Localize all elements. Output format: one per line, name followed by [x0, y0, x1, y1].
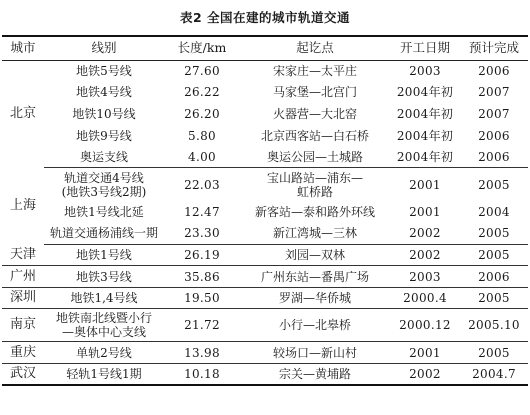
cell-line: [44, 103, 164, 125]
cell-line: [44, 146, 164, 168]
cell-start: [390, 82, 460, 104]
cell-finish-text: 2005: [478, 226, 510, 241]
cell-city: 武汉: [2, 364, 44, 386]
cell-route-text: 宝山路站—浦东—: [266, 170, 363, 185]
cell-route-text: 小行—北皋桥: [278, 318, 351, 333]
header-row: [2, 36, 528, 60]
header-route: 起讫点: [240, 36, 390, 60]
cell-finish: [460, 168, 528, 201]
table-row: [2, 146, 528, 168]
cell-route-text: 马家堡—北宫门: [272, 85, 357, 100]
cell-length-text: 26.22: [184, 85, 220, 100]
cell-finish-text: 2006: [478, 269, 510, 284]
cell-start: [390, 244, 460, 266]
cell-length-text: 5.80: [188, 128, 216, 143]
cell-finish-text: 2005.10: [468, 318, 520, 333]
cell-route-text: 较场口—新山村: [272, 345, 357, 360]
cell-route: [240, 125, 390, 147]
cell-length: [164, 146, 240, 168]
cell-route-text: 刘园—双林: [284, 247, 345, 262]
cell-length: [164, 201, 240, 223]
cell-start-text: 2003: [409, 64, 441, 79]
cell-finish: [460, 266, 528, 288]
cell-line-text: 地铁10号线: [72, 106, 136, 121]
cell-route-text: 宋家庄—太平庄: [272, 64, 357, 79]
table-body: [2, 60, 528, 385]
header-start: 开工日期: [390, 36, 460, 60]
cell-line-text: 地铁3号线: [76, 269, 132, 284]
table-row: [2, 342, 528, 364]
cell-length: [164, 287, 240, 309]
cell-line-text: 地铁4号线: [76, 85, 132, 100]
cell-route: [240, 287, 390, 309]
cell-line: [44, 342, 164, 364]
cell-start-text: 2000.12: [399, 318, 451, 333]
table-row: [2, 364, 528, 386]
table-row: [2, 223, 528, 245]
cell-finish: [460, 244, 528, 266]
cell-line: [44, 287, 164, 309]
cell-start: [390, 168, 460, 201]
cell-route-text: 火器营—大北窑: [272, 106, 357, 121]
cell-finish: [460, 146, 528, 168]
cell-finish-text: 2004: [478, 204, 510, 219]
rail-transit-table: [2, 35, 528, 386]
cell-start-text: 2003: [409, 269, 441, 284]
cell-line-text: 轻轨1号线1期: [66, 367, 142, 382]
cell-route: [240, 364, 390, 386]
cell-route: [240, 342, 390, 364]
cell-start: [390, 266, 460, 288]
cell-route: [240, 103, 390, 125]
cell-finish: [460, 309, 528, 342]
cell-line-text: 奥运支线: [79, 149, 128, 164]
cell-line: [44, 244, 164, 266]
cell-length-text: 26.19: [184, 247, 220, 262]
cell-finish: [460, 287, 528, 309]
cell-start-text: 2002: [409, 367, 441, 382]
cell-finish-text: 2006: [478, 64, 510, 79]
cell-line-text: 轨道交通4号线: [64, 170, 144, 185]
cell-length: [164, 125, 240, 147]
table-row: [2, 103, 528, 125]
header-line: 线别: [44, 36, 164, 60]
cell-start-text: 2004年初: [396, 149, 454, 164]
cell-route-text: 宗关—黄埔路: [278, 367, 351, 382]
table-row: [2, 125, 528, 147]
cell-length-text: 35.86: [184, 269, 220, 284]
cell-finish-text: 2006: [478, 149, 510, 164]
cell-finish: [460, 103, 528, 125]
cell-route: [240, 244, 390, 266]
cell-length-text: 10.18: [184, 367, 220, 382]
cell-length-text: 27.60: [184, 64, 220, 79]
cell-route: [240, 309, 390, 342]
cell-line: [44, 309, 164, 342]
cell-length: [164, 244, 240, 266]
cell-length: [164, 103, 240, 125]
cell-finish-text: 2005: [478, 247, 510, 262]
cell-route-text: 新江湾城—三林: [272, 226, 357, 241]
cell-city: 南京: [2, 309, 44, 342]
cell-finish-text: 2007: [478, 106, 510, 121]
table-row: [2, 60, 528, 82]
cell-line-text: 地铁南北线暨小行: [55, 311, 152, 326]
cell-length: [164, 82, 240, 104]
cell-route: [240, 60, 390, 82]
cell-finish: [460, 201, 528, 223]
table-row: [2, 82, 528, 104]
cell-start-text: 2001: [409, 204, 441, 219]
cell-length: [164, 266, 240, 288]
cell-route: [240, 201, 390, 223]
cell-finish-text: 2005: [478, 291, 510, 306]
cell-length: [164, 223, 240, 245]
cell-finish: [460, 223, 528, 245]
cell-city: 深圳: [2, 287, 44, 309]
cell-start-text: 2004年初: [396, 128, 454, 143]
cell-line-text: 单轨2号线: [76, 345, 132, 360]
cell-route: [240, 146, 390, 168]
cell-line: [44, 82, 164, 104]
cell-finish: [460, 60, 528, 82]
cell-line-text: 地铁5号线: [76, 64, 132, 79]
cell-route: [240, 82, 390, 104]
cell-line: [44, 266, 164, 288]
cell-route: [240, 266, 390, 288]
header-finish: 预计完成: [460, 36, 528, 60]
cell-length-text: 19.50: [184, 291, 220, 306]
cell-route-text: 北京西客站—白石桥: [260, 128, 369, 143]
cell-start: [390, 60, 460, 82]
cell-start-text: 2001: [409, 177, 441, 192]
cell-route-text: 广州东站—番禺广场: [260, 269, 369, 284]
header-length: 长度/km: [164, 36, 240, 60]
cell-start-text: 2002: [409, 226, 441, 241]
cell-finish-text: 2007: [478, 85, 510, 100]
cell-finish: [460, 342, 528, 364]
cell-line-text-line2: (地铁3号线2期): [61, 184, 147, 199]
cell-route-text: 新客站—泰和路外环线: [254, 204, 375, 219]
cell-start-text: 2002: [409, 247, 441, 262]
cell-length-text: 23.30: [184, 226, 220, 241]
cell-length-text: 22.03: [184, 177, 220, 192]
cell-line-text: 地铁1,4号线: [70, 291, 138, 306]
cell-city: 北京: [9, 106, 36, 122]
cell-start: [390, 287, 460, 309]
cell-start: [390, 146, 460, 168]
table-row: [2, 168, 528, 201]
cell-city: 广州: [2, 266, 44, 288]
cell-line: [44, 168, 164, 201]
cell-length-text: 4.00: [188, 149, 216, 164]
cell-line: [44, 223, 164, 245]
cell-start-text: 2004年初: [396, 106, 454, 121]
cell-city: 上海: [9, 198, 36, 214]
cell-finish-text: 2006: [478, 128, 510, 143]
cell-length-text: 13.98: [184, 345, 220, 360]
cell-length-text: 26.20: [184, 106, 220, 121]
cell-start: [390, 201, 460, 223]
cell-finish: [460, 125, 528, 147]
cell-route-text: 罗湖—华侨城: [278, 291, 351, 306]
cell-line-text: 轨道交通杨浦线一期: [49, 226, 158, 241]
cell-route: [240, 223, 390, 245]
cell-line: [44, 125, 164, 147]
cell-length-text: 12.47: [184, 204, 220, 219]
cell-start-text: 2004年初: [396, 85, 454, 100]
cell-start: [390, 223, 460, 245]
cell-start: [390, 364, 460, 386]
cell-finish: [460, 364, 528, 386]
cell-line: [44, 364, 164, 386]
cell-city: 天津: [2, 244, 44, 266]
cell-start-text: 2001: [409, 345, 441, 360]
cell-line: [44, 201, 164, 223]
cell-line: [44, 60, 164, 82]
table-row: [2, 244, 528, 266]
cell-start-text: 2000.4: [403, 291, 447, 306]
cell-start: [390, 309, 460, 342]
cell-start: [390, 103, 460, 125]
cell-line-text: 地铁9号线: [76, 128, 132, 143]
cell-finish-text: 2004.7: [472, 367, 516, 382]
cell-line-text-line2: —奥体中心支线: [61, 325, 146, 340]
cell-length: [164, 342, 240, 364]
cell-length: [164, 168, 240, 201]
cell-length-text: 21.72: [184, 318, 220, 333]
cell-city: 重庆: [2, 342, 44, 364]
cell-start: [390, 125, 460, 147]
table-title: 表2 全国在建的城市轨道交通: [179, 10, 351, 25]
cell-route-text: 奥运公园—土城路: [266, 149, 363, 164]
table-row: [2, 287, 528, 309]
cell-line-text: 地铁1号线: [76, 247, 132, 262]
table-row: [2, 266, 528, 288]
table-row: [2, 201, 528, 223]
cell-length: [164, 364, 240, 386]
header-city: 城市: [2, 36, 44, 60]
cell-finish-text: 2005: [478, 345, 510, 360]
cell-start: [390, 342, 460, 364]
cell-finish: [460, 82, 528, 104]
cell-line-text: 地铁1号线北延: [64, 204, 144, 219]
cell-route-text-line2: 虹桥路: [296, 184, 333, 199]
cell-length: [164, 309, 240, 342]
cell-length: [164, 60, 240, 82]
cell-finish-text: 2005: [478, 177, 510, 192]
table-row: [2, 309, 528, 342]
cell-route: [240, 168, 390, 201]
